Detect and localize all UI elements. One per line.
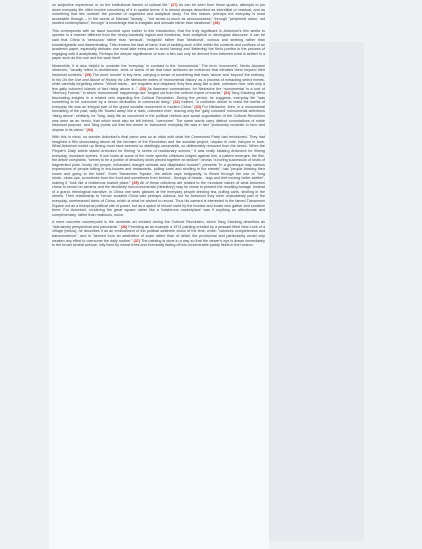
text-run: China bbox=[113, 189, 124, 194]
text-run: (below), he describes it as an embodiment of the political aesthetic vision of the time, which "valorizes completeness and transcendence", and is "derived from an aesthetics of scale rather than of detail, the provisional and particularity would only weaken any effort to overcome the daily routine." bbox=[52, 229, 265, 243]
text-run: Nietzsche writes of 'monumental history' as a process of extracting select events, while carefully forgetting others: "Whole tracts... are forgotten and despised; they flow away like a dark, unbroken river, with only a few gaily coloured islands of fact rising above it..." bbox=[52, 77, 265, 91]
citation-link[interactable]: (36) bbox=[120, 224, 128, 229]
citation-link[interactable]: (35) bbox=[132, 180, 139, 185]
paragraph bbox=[52, 220, 265, 247]
paragraph bbox=[52, 29, 265, 61]
citation-link[interactable]: (27) bbox=[170, 3, 178, 7]
text-run: Tang Xiaobing offers fascinating insights in a related vein regarding the Cultural Revolution. During the period, he suggests, everyday life "was something to be overcome by a heroic dedication to communal living." bbox=[52, 91, 265, 105]
text-run: This corresponds with an issue touched upon earlier in this introduction, that the truly significant in Antonioni's film seeks to operate in a manner different from the heavy-handedly logical and functional, from analytical or ideological discourse. It can be said that China is 'sensuous' rather than 'sensual', 'imagistic' rather than 'ideational', curious and seeking rather than knowledgeable and disseminating. This renders the task at hand, that of tackling such a film within the contexts and confines of an academic paper, especially delicate: one must take extra care to avoid 'taming' and 'flattening' the film's poetics in the process of engaging with it analytically. Perhaps the deeper significance of such a film can only be derived from bbox=[52, 28, 265, 56]
text-run: Meanwhile, it is also helpful to consider the 'everyday' in contrast to the 'monumental.' The term 'monument', Nerdo Atonami observes, "usually refers to architecture, texts or works of art that have achieved an eminence that elevates them beyond their historical contexts." bbox=[52, 63, 265, 78]
text-run: Providing as an example a 1974 painting created by a peasant titled bbox=[127, 224, 242, 229]
citation-link[interactable]: (33) bbox=[194, 104, 201, 109]
paragraph bbox=[52, 3, 265, 26]
text-run: As can be seen from these quotes, attempts to pin down everyday life often involve conceiving of it in spatial terms: it is almost always described as interstitial or residual, and as something that lies 'outside' the purview of organized and analytical study. For this reason, perhaps the everyday is most accessible through – in the words of Michael Taussig – "not sense-in-much as sensuousness," through "peripheral vision, not studied contemplation", through "a knowledge that is imagistic and sensate rather than ideational." bbox=[52, 3, 265, 26]
citation-link[interactable]: (29) bbox=[84, 73, 92, 78]
text-run: in a paper such as this one and the work itself. bbox=[52, 51, 265, 61]
text-run: New Look of a Village bbox=[52, 224, 265, 234]
text-run: As Assmann summarizes, for Nietzsche the 'monumental' is a sort of "Memory Format," in which 'monumental' happenings are "lunged out from the uniform rhyme of events." bbox=[52, 86, 265, 96]
side-panel bbox=[269, 42, 364, 541]
citation-link[interactable]: (32) bbox=[173, 100, 180, 105]
text-run: article stated Antonioni for filming "a series of reactionary scenes," it was really blasting Antonioni for filming everyday, mundane scenes. If one looks at some of the more specific criticisms lodged against him, a pattern emerges: the film, the article complains, "seems to be a jumble of desultory shots pieced together at random"; shows "a boring succession of shots of fragmented plots, lonely old people, exhausted draught animals and dilapidated houses"; presents "in a grotesque way various expressions of people sitting in tea-houses and restaurants, pulling carts and strolling in the streets"; has "people blowing their noses and going to the toilet". Even Tiananmen Square, the article says indignantly, is filmed through the use of "long shots...close-ups, sometimes from the front and sometimes from behind... throngs of heads... legs and feet moving helter-skelter", making it "look like a boisterous market place." bbox=[52, 148, 265, 185]
text-run: People's Daily bbox=[52, 148, 77, 153]
paragraph bbox=[52, 135, 265, 217]
citation-link[interactable]: (31) bbox=[223, 91, 231, 96]
citation-link[interactable]: (34) bbox=[86, 127, 94, 132]
text-run: between what is written bbox=[218, 51, 258, 56]
text-run: Indeed, "a collective desire to resist the inertia of everyday life was an integral part of the grand socialist movement in modern China." bbox=[52, 100, 265, 109]
text-run: The painting is done in a way so that the viewer's eye is drawn immediately to the broad central avenue, lolly lined by robust trees and eventually fading off into innumerable paddy fields in the horizon. bbox=[52, 238, 265, 248]
text-run: The word 'monde' is key here, carrying a sense of something that rises 'above' and 'beyond' the ordinary. In his bbox=[52, 73, 265, 82]
text-run: All of these criticisms are related to the mundane nature of what Antonioni chose to record on camera, and the decidedly non-monumental ('desultory') way he chose to present the resulting footage. Instead of a grand, teleological narrative, in bbox=[52, 180, 265, 194]
text-run: A more concrete counterpoint is the domestic art created during the Cultural Revolution, which Tang Xiaobing describes as "obtrusively perspectival and panoramic." bbox=[52, 220, 265, 229]
text-run: one sees glances at the everyday people drinking tea, pulling carts, strolling in the streets. Their relationship to 'heroic' socialist China was perhaps dubious, but for Antonioni they were undoubtedly part of the everyday, unrehearsed fabric of China, which is what he wished to record. Thus his camera is interested in the famed Tiananmen Square not as a triumphal political site of power, but as a space of leisure used by the tourists and locals who gather and socialize there. For Antonioni, rendering the great square rather like a 'boisterous marketplace' was if anything an affectionate and complimentary, rather than malicious, move. bbox=[52, 189, 265, 217]
citation-link[interactable]: (30) bbox=[139, 86, 146, 91]
citation-link[interactable]: (28) bbox=[213, 21, 220, 26]
text-run: On the Use and Abuse of History for Life bbox=[62, 77, 130, 82]
article-body bbox=[52, 3, 265, 251]
text-run: With this in mind, no wonder Antonioni's final piece was so at odds with what the Communist Party had envisioned. They had imagined a film showcasing above all the heroism of the Revolution and the socialist project, utopian in note, halcyon in tone. What Antonioni ended up filming must have seemed so startlingly unromantic, so deliberately removed from the heroic. When the bbox=[52, 135, 265, 149]
text-run: For Nietzsche, then, in a monumental formatting of the past, daily life 'flowed away' like a 'dark, unbroken river', leaving only the 'gaily coloured' monumental selections 'rising above'; similarly, for Tang, daily life as conceived in the political rhetoric and social organization of the Cultural Revolution was seen as an heroic, that which must also be left behind, 'overcome'. The same words carry distinct connotations of noble historical purpose, and Tang points out that this desire to 'transcend' everyday life was in fact "profoundly romantic in form and utopian in its vision." bbox=[52, 104, 265, 132]
text-run: on subjective experience or on the institutional frames of cultural life." bbox=[52, 3, 171, 7]
paragraph bbox=[52, 64, 265, 132]
citation-link[interactable]: (37) bbox=[133, 238, 141, 243]
